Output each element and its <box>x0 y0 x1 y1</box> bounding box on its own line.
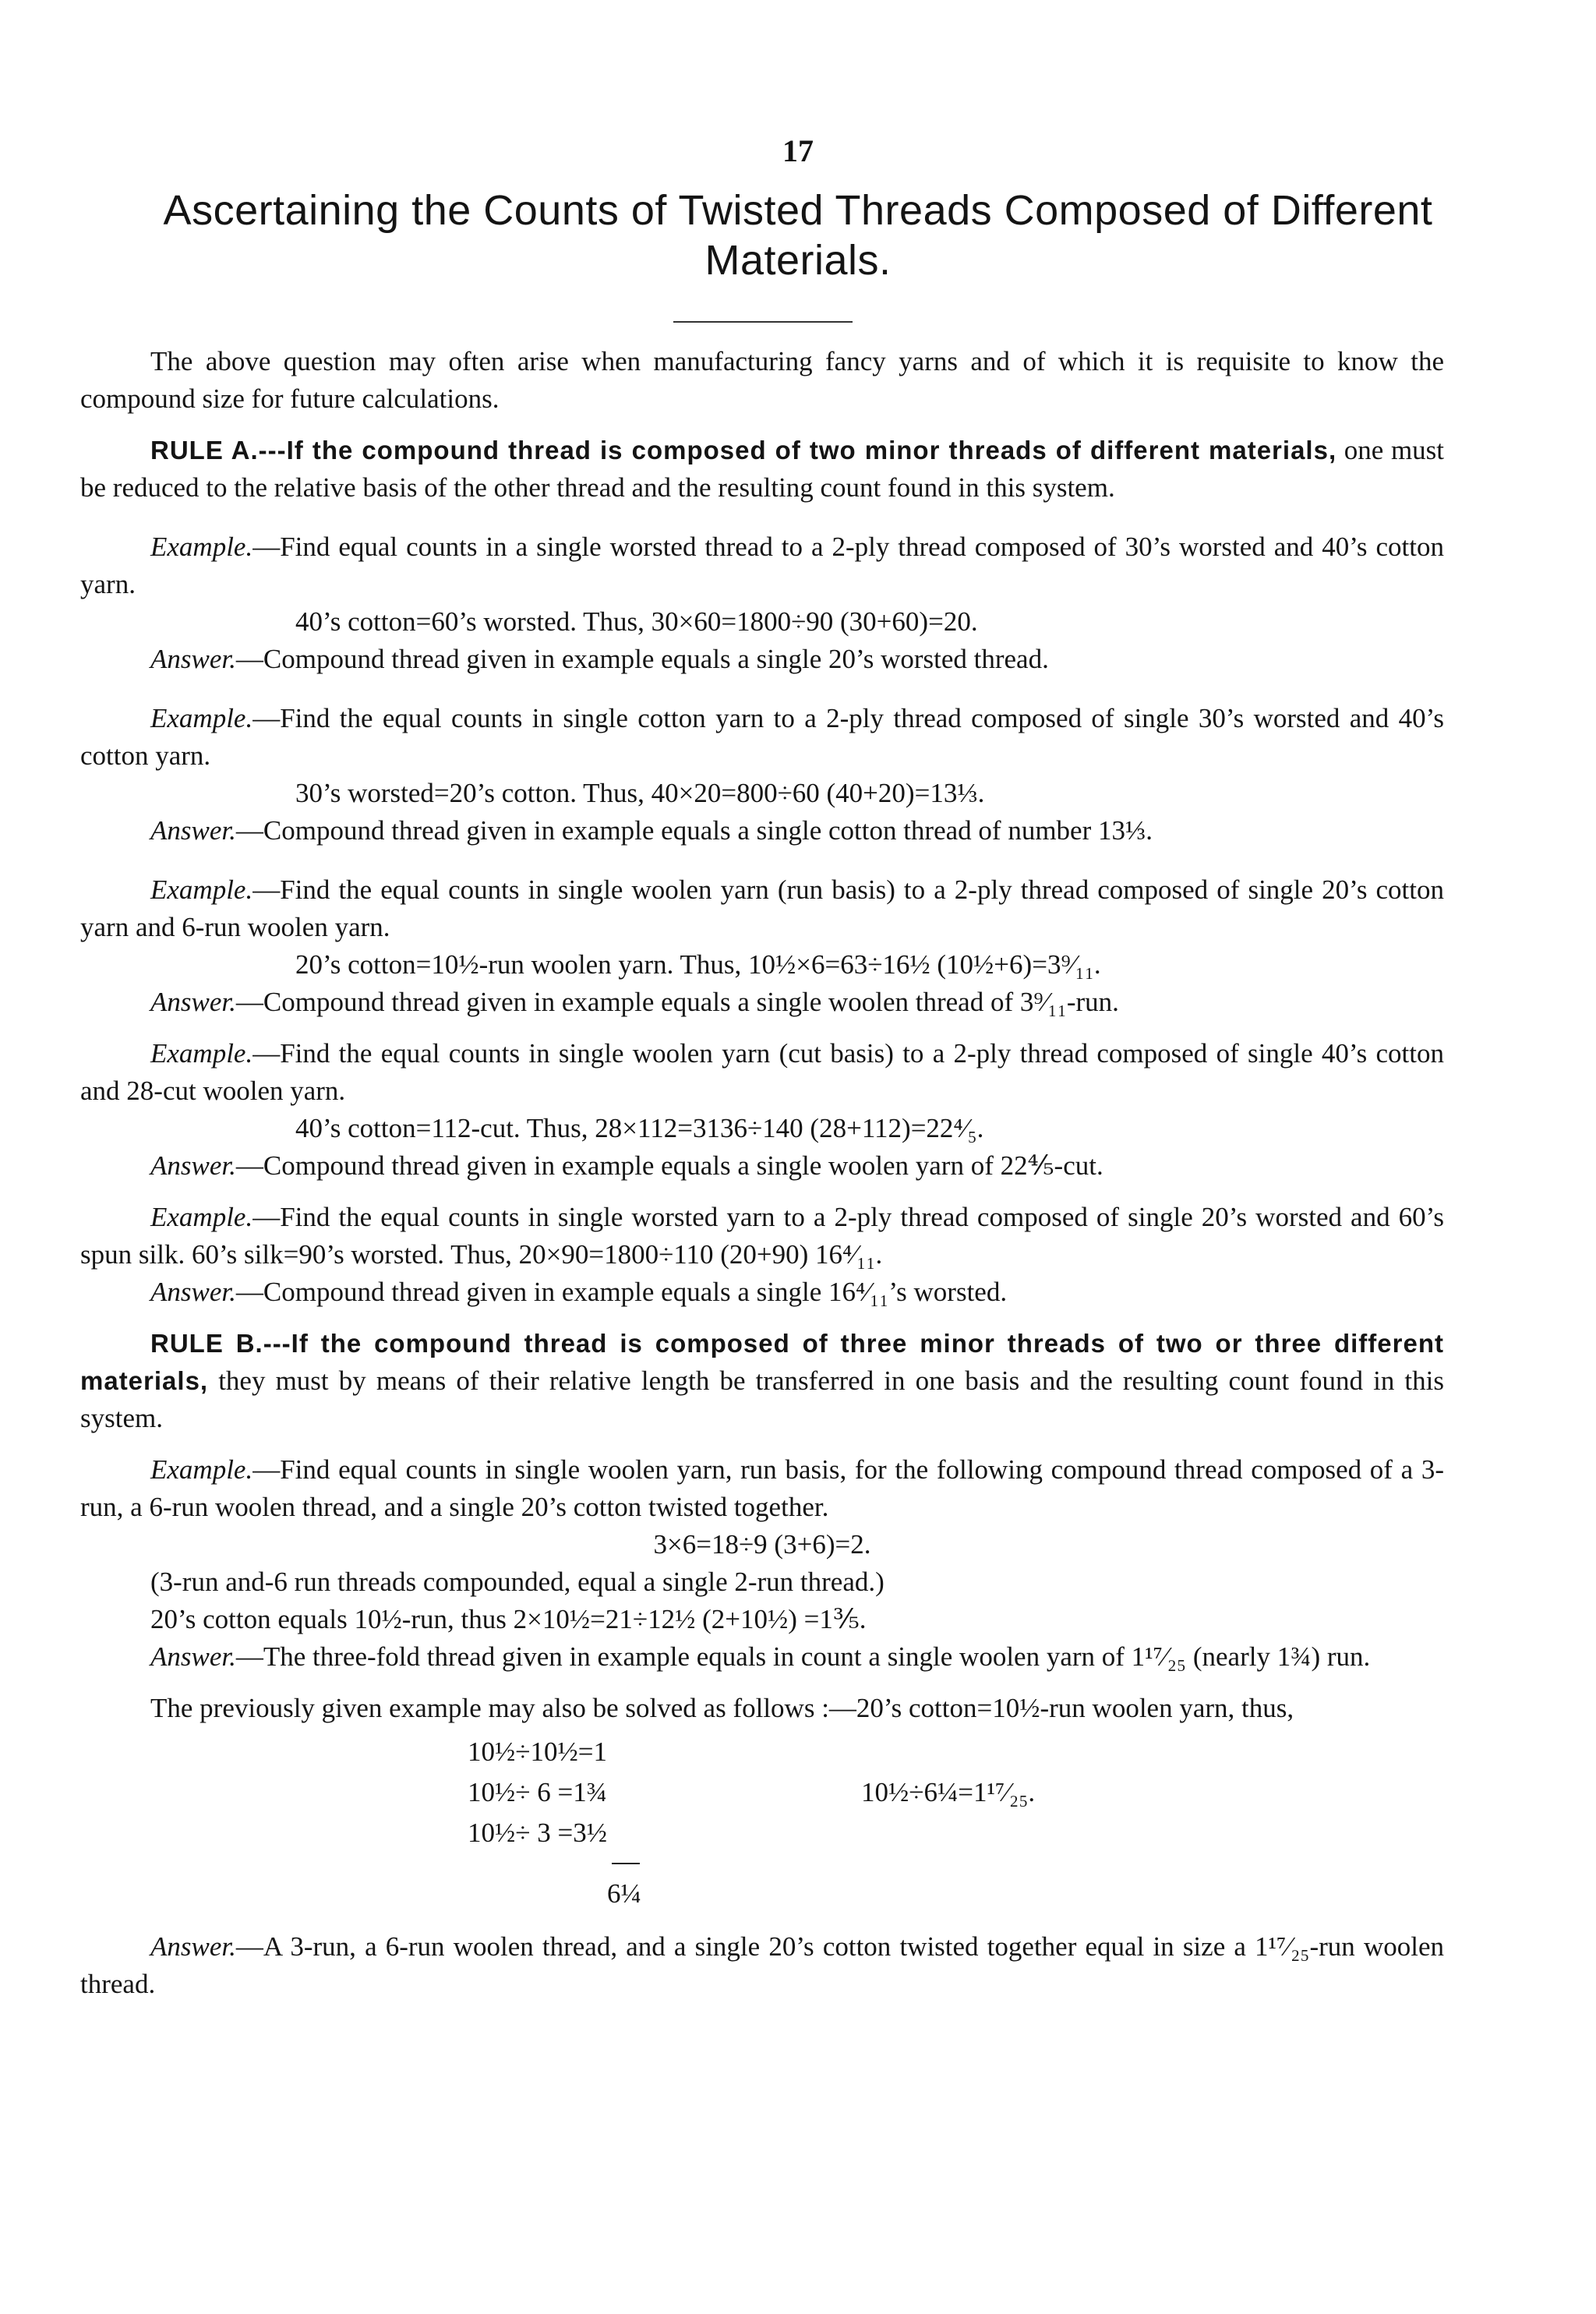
rule-b-answer <box>80 1638 1444 1676</box>
rule-b-text: they must by means of their relative length be transferred in one basis and the resulting count found in this system. <box>80 1365 1444 1433</box>
example-1-answer <box>80 641 1444 678</box>
example-5-text: —Find the equal counts in single worsted yarn to a 2-ply thread composed of single 20’s worsted and 60’s spun silk. 60’s silk=90’s worsted. Thus, 20×90=1800÷110 (20+90) 16⁴⁄₁₁. <box>80 1202 1444 1270</box>
title-divider <box>673 321 853 323</box>
example-4 <box>80 1035 1444 1110</box>
fraction-sum: 6¼ <box>607 1878 641 1909</box>
example-3 <box>80 871 1444 946</box>
answer-label: Answer. <box>150 1641 236 1672</box>
example-3-calc: 20’s cotton=10½-run woolen yarn. Thus, 10½×6=63÷16½ (10½+6)=3⁹⁄₁₁. <box>295 949 1101 980</box>
example-5 <box>80 1199 1444 1274</box>
example-label: Example. <box>150 1202 253 1232</box>
example-3-answer-text: —Compound thread given in example equals a single woolen thread of 3⁹⁄₁₁-run. <box>235 987 1119 1017</box>
example-4-answer <box>80 1147 1444 1185</box>
example-5-answer <box>80 1274 1444 1311</box>
rule-b-answer-text: —The three-fold thread given in example equals in count a single woolen yarn of 1¹⁷⁄₂₅ (nearly 1¾) run. <box>235 1641 1371 1672</box>
example-label: Example. <box>150 1454 253 1485</box>
fraction-row: 10½÷ 3 =3½ <box>468 1818 607 1848</box>
example-label: Example. <box>150 532 253 562</box>
rule-b-calc-2: 20’s cotton equals 10½-run, thus 2×10½=21÷12½ (2+10½) =1⅗. <box>150 1604 867 1634</box>
example-4-calc: 40’s cotton=112-cut. Thus, 28×112=3136÷140 (28+112)=22⁴⁄₅. <box>295 1113 984 1143</box>
rule-a-heading: RULE A.---If the compound thread is composed of two minor threads of different materials, <box>150 436 1337 465</box>
example-3-text: —Find the equal counts in single woolen yarn (run basis) to a 2-ply thread composed of single 20’s cotton yarn and 6-run woolen yarn. <box>80 874 1444 942</box>
rule-a-text: one must be reduced to the relative basis of the other thread and the resulting count found in this system. <box>80 435 1445 503</box>
answer-label: Answer. <box>150 1931 236 1962</box>
rule-b-paragraph <box>80 1325 1444 1437</box>
answer-label: Answer. <box>150 1277 236 1307</box>
rule-b-note: (3-run and-6 run threads compounded, equal a single 2-run thread.) <box>150 1567 885 1597</box>
fraction-result: 10½÷6¼=1¹⁷⁄₂₅. <box>861 1777 1036 1807</box>
example-2-answer-text: —Compound thread given in example equals a single cotton thread of number 13⅓. <box>235 815 1153 846</box>
example-4-text: —Find the equal counts in single woolen yarn (cut basis) to a 2-ply thread composed of single 40’s cotton and 28-cut woolen yarn. <box>80 1038 1444 1106</box>
rule-b-example-text: —Find equal counts in single woolen yarn, run basis, for the following compound thread composed of a 3-run, a 6-run woolen thread, and a single 20’s cotton twisted together. <box>80 1454 1444 1522</box>
final-answer-text: —A 3-run, a 6-run woolen thread, and a single 20’s cotton twisted together equal in size a 1¹⁷⁄₂₅-run woolen thread. <box>80 1931 1444 1999</box>
fraction-row: 10½÷10½=1 <box>468 1736 607 1767</box>
example-2-calc: 30’s worsted=20’s cotton. Thus, 40×20=800÷60 (40+20)=13⅓. <box>295 778 985 808</box>
example-1-text: —Find equal counts in a single worsted thread to a 2-ply thread composed of 30’s worsted and 40’s cotton yarn. <box>80 532 1444 599</box>
rule-a-paragraph <box>80 432 1444 507</box>
example-2-text: —Find the equal counts in single cotton yarn to a 2-ply thread composed of single 30’s worsted and 40’s cotton yarn. <box>80 703 1444 771</box>
rule-b-calc-1: 3×6=18÷9 (3+6)=2. <box>653 1529 871 1560</box>
fraction-table <box>80 1733 1444 1928</box>
rule-b-example <box>80 1451 1444 1526</box>
page-title: Ascertaining the Counts of Twisted Threads Composed of Different Materials. <box>163 187 1433 284</box>
example-2-answer <box>80 812 1444 850</box>
example-5-answer-text: —Compound thread given in example equals a single 16⁴⁄₁₁’s worsted. <box>235 1277 1008 1307</box>
example-1 <box>80 528 1444 603</box>
intro-paragraph: The above question may often arise when manufacturing fancy yarns and of which it is requisite to know the compound size for future calculations. <box>80 346 1444 414</box>
example-2 <box>80 700 1444 775</box>
example-1-calc: 40’s cotton=60’s worsted. Thus, 30×60=1800÷90 (30+60)=20. <box>295 606 978 637</box>
answer-label: Answer. <box>150 815 236 846</box>
answer-label: Answer. <box>150 987 236 1017</box>
example-4-answer-text: —Compound thread given in example equals a single woolen yarn of 22⅘-cut. <box>235 1150 1103 1181</box>
sum-divider <box>612 1863 640 1864</box>
example-label: Example. <box>150 1038 253 1069</box>
example-3-answer <box>80 984 1444 1021</box>
example-label: Example. <box>150 703 253 733</box>
final-answer <box>80 1928 1444 2003</box>
page-body <box>80 343 1444 2003</box>
example-1-answer-text: —Compound thread given in example equals a single 20’s worsted thread. <box>235 644 1049 674</box>
page-number: 17 <box>782 133 814 168</box>
rule-b-heading: RULE B.---If the compound thread is composed of three minor threads of two or three different materials, <box>80 1329 1444 1395</box>
alt-solution-intro: The previously given example may also be solved as follows :—20’s cotton=10½-run woolen yarn, thus, <box>150 1693 1294 1723</box>
answer-label: Answer. <box>150 1150 236 1181</box>
answer-label: Answer. <box>150 644 236 674</box>
example-label: Example. <box>150 874 253 905</box>
fraction-row: 10½÷ 6 =1¾ <box>468 1777 607 1807</box>
